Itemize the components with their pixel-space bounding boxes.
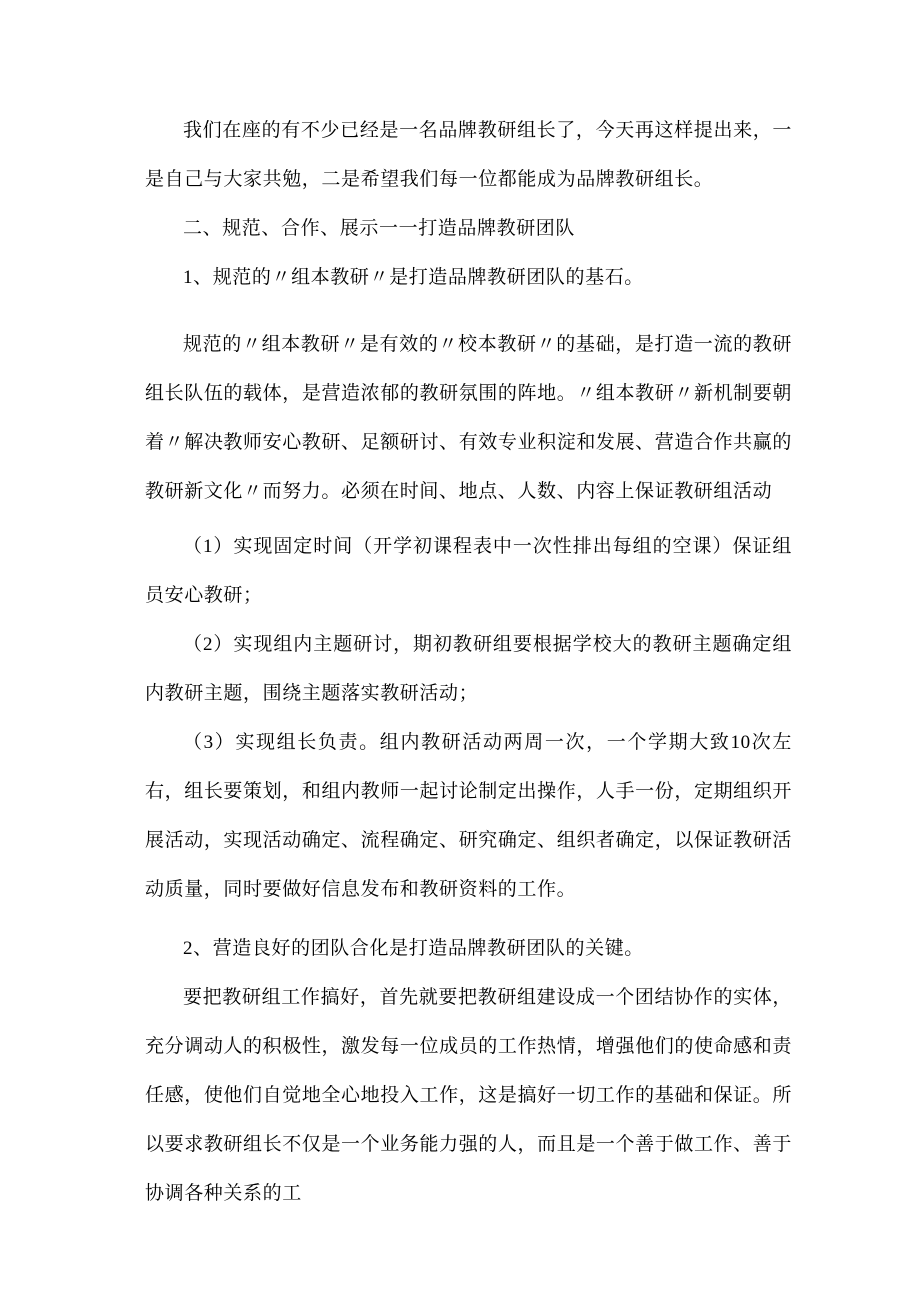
- heading-point-2: 2、营造良好的团队合化是打造品牌教研团队的关键。: [183, 938, 644, 959]
- paragraph-point-1-body: 规范的〃组本教研〃是有效的〃校本教研〃的基础，是打造一流的教研组长队伍的载体，是营造浓郁的教研氛围的阵地。〃组本教研〃新机制要朝着〃解决教师安心教研、足额研讨、有效专业积淀和发展、营造合作共赢的教研新文化〃而努力。必须在时间、地点、人数、内容上保证教研组活动: [145, 334, 792, 502]
- paragraph-point-2-body: 要把教研组工作搞好，首先就要把教研组建设成一个团结协作的实体，充分调动人的积极性，激发每一位成员的工作热情，增强他们的使命感和责任感，使他们自觉地全心地投入工作，这是搞好一切工作的基础和保证。所以要求教研组长不仅是一个业务能力强的人，而且是一个善于做工作、善于协调各种关系的工: [145, 987, 792, 1204]
- paragraph-item-1: （1）实现固定时间（开学初课程表中一次性排出每组的空课）保证组员安心教研；: [145, 536, 792, 606]
- heading-section-2: 二、规范、合作、展示一一打造品牌教研团队: [183, 218, 576, 239]
- heading-point-1: 1、规范的〃组本教研〃是打造品牌教研团队的基石。: [183, 267, 644, 288]
- paragraph-item-3: （3）实现组长负责。组内教研活动两周一次，一个学期大致10次左右，组长要策划，和组内教师一起讨论制定出操作，人手一份，定期组织开展活动，实现活动确定、流程确定、研究确定、组织者确定，以保证教研活动质量，同时要做好信息发布和教研资料的工作。: [145, 732, 792, 900]
- paragraph-intro: 我们在座的有不少已经是一名品牌教研组长了，今天再这样提出来，一是自己与大家共勉，二是希望我们每一位都能成为品牌教研组长。: [145, 120, 792, 190]
- paragraph-item-2: （2）实现组内主题研讨，期初教研组要根据学校大的教研主题确定组内教研主题，围绕主题落实教研活动；: [145, 634, 792, 704]
